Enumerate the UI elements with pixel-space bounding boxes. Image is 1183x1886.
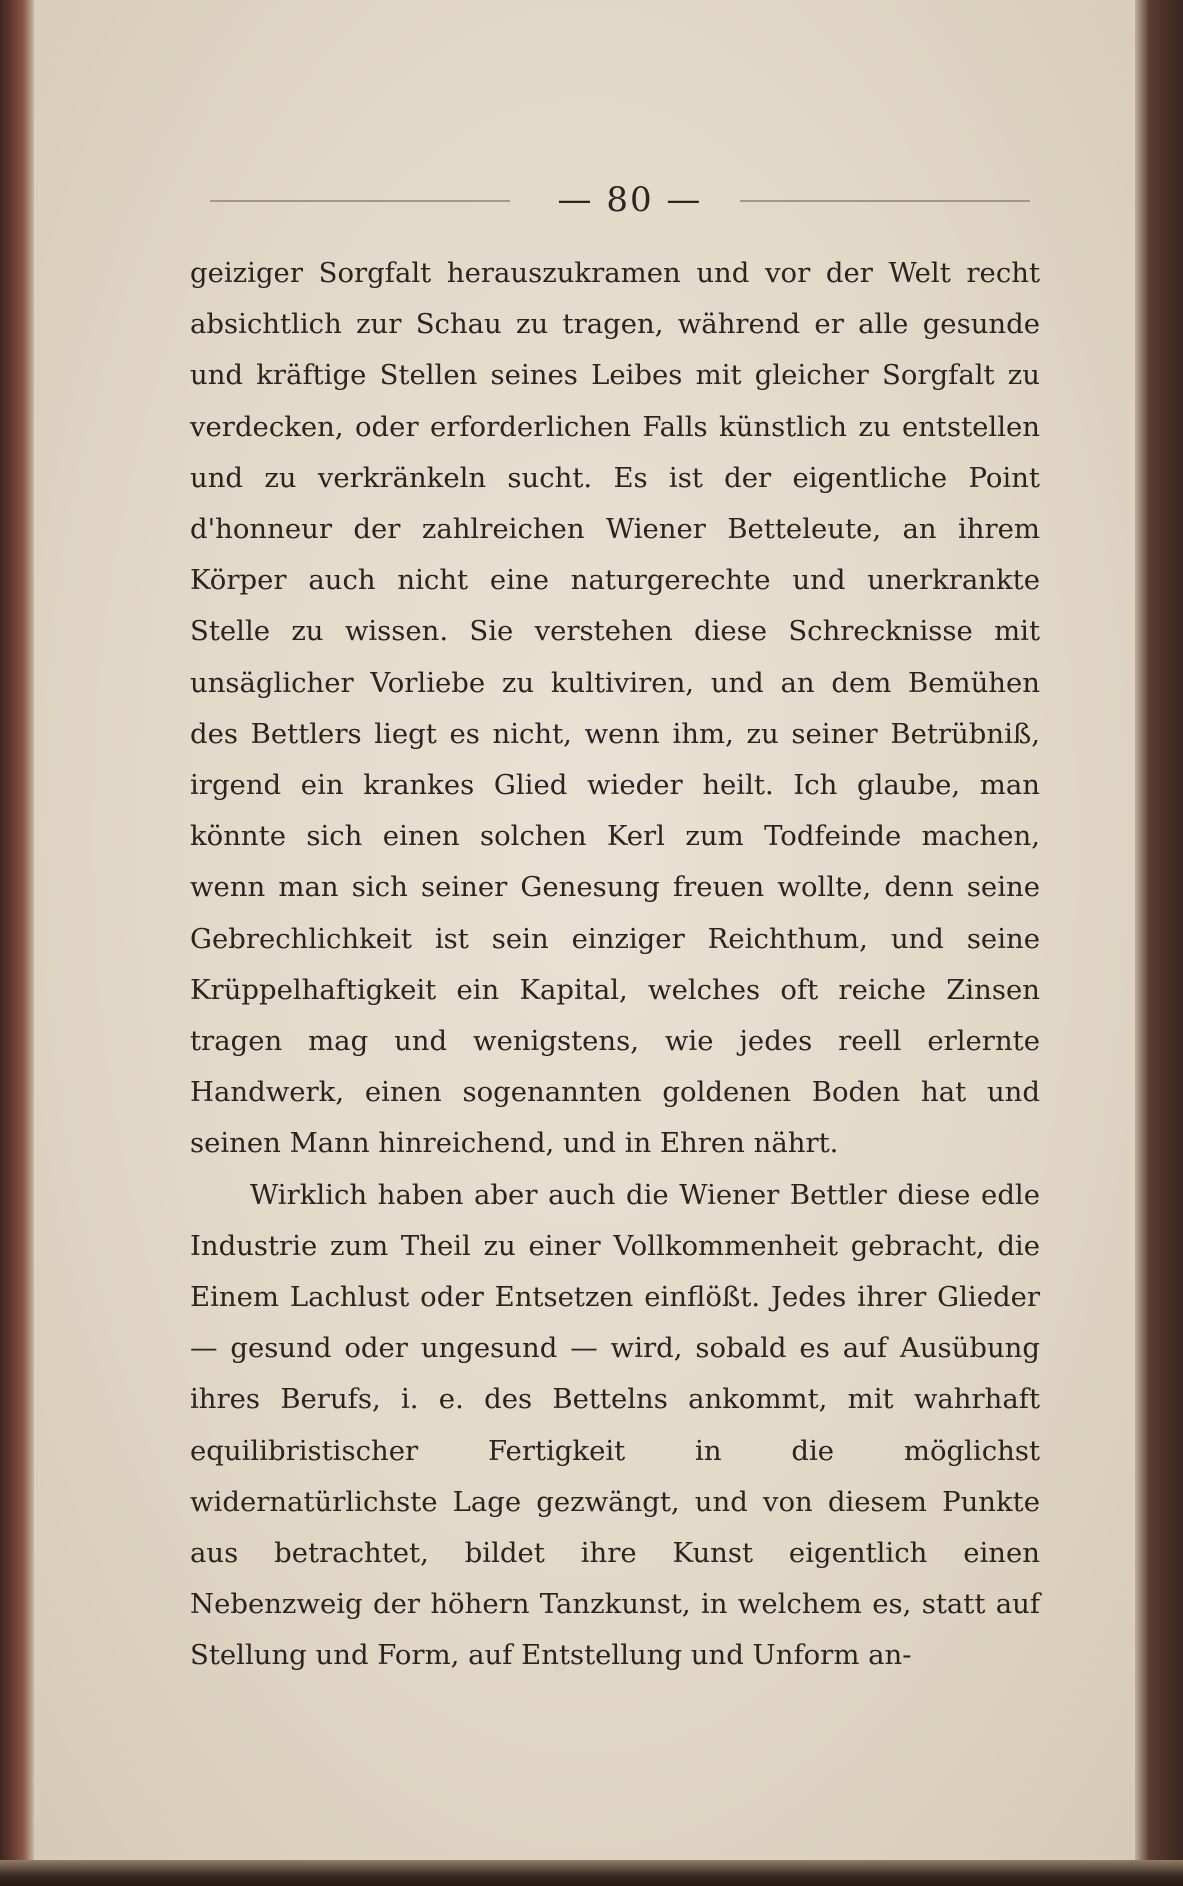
body-text — [190, 248, 1040, 1682]
header-rule-right — [740, 200, 1030, 202]
book-cover-edge — [1135, 0, 1183, 1886]
book-spine-edge — [0, 0, 34, 1886]
paragraph-2: Wirklich haben aber auch die Wiener Bettler diese edle Industrie zum Theil zu einer Vollkommenheit gebracht, die Einem Lachlust oder Entsetzen einflößt. Jedes ihrer Glieder — gesund oder ungesund — wird, sobald es auf Ausübung ihres Berufs, i. e. des Bettelns ankommt, mit wahrhaft equilibristischer Fertigkeit in die möglichst widernatürlichste Lage gezwängt, und von diesem Punkte aus betrachtet, bildet ihre Kunst eigentlich einen Nebenzweig der höhern Tanzkunst, in welchem es, statt auf Stellung und Form, auf Entstellung und Unform an- — [190, 1178, 1040, 1672]
header-rule-left — [210, 200, 510, 202]
page-header — [170, 180, 1040, 220]
book-bottom-edge — [0, 1860, 1183, 1886]
paragraph-1: geiziger Sorgfalt herauszukramen und vor der Welt recht absichtlich zur Schau zu tragen, während er alle gesunde und kräftige Stellen seines Leibes mit gleicher Sorgfalt zu verdecken, oder erforderlichen Falls künstlich zu entstellen und zu verkränkeln sucht. Es ist der eigentliche Point d'honneur der zahlreichen Wiener Betteleute, an ihrem Körper auch nicht eine naturgerechte und unerkrankte Stelle zu wissen. Sie verstehen diese Schrecknisse mit unsäglicher Vorliebe zu kultiviren, und an dem Bemühen des Bettlers liegt es nicht, wenn ihm, zu seiner Betrübniß, irgend ein krankes Glied wieder heilt. Ich glaube, man könnte sich einen solchen Kerl zum Todfeinde machen, wenn man sich seiner Genesung freuen wollte, denn seine Gebrechlichkeit ist sein einziger Reichthum, und seine Krüppelhaftigkeit ein Kapital, welches oft reiche Zinsen tragen mag und wenigstens, wie jedes reell erlernte Handwerk, einen sogenannten goldenen Boden hat und seinen Mann hinreichend, und in Ehren nährt. — [190, 257, 1040, 1160]
page-number: — 80 — — [557, 180, 703, 220]
